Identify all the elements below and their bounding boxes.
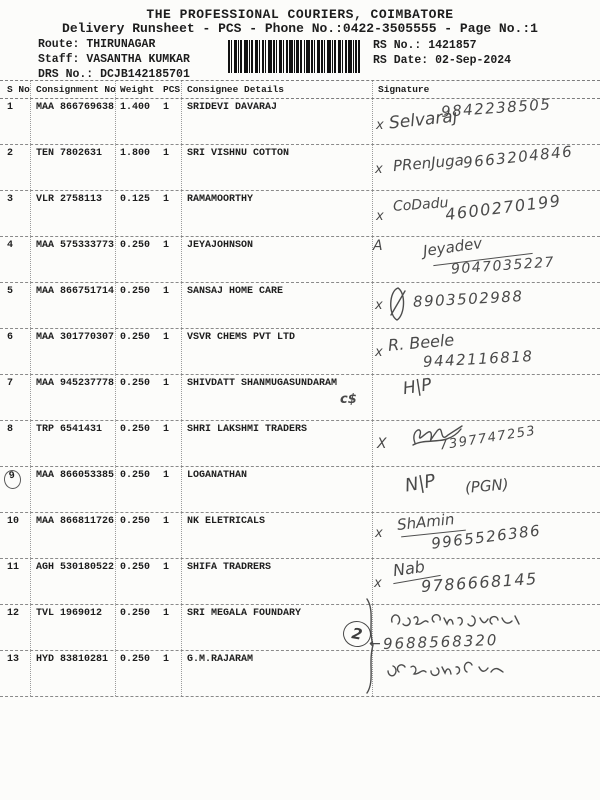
weight: 0.250 [115,329,154,374]
consignee: VSVR CHEMS PVT LTD [181,329,372,374]
barcode [228,40,361,78]
pen-note: c$ [340,392,357,407]
table-row [0,467,600,513]
sno: 8 [7,424,14,435]
signature-phone: 9786668145 [420,568,539,597]
weight: 0.250 [115,237,154,282]
rs-date-value: 02-Sep-2024 [435,54,512,67]
consignee: SRIDEVI DAVARAJ [181,99,372,144]
route-value: THIRUNAGAR [86,38,156,51]
signature-name: CoDadu [392,195,449,215]
signature-phone: 9965526386 [430,521,543,553]
a-mark: A [373,238,383,254]
sno: 11 [7,562,20,573]
table-row [0,142,600,191]
x-mark: x [375,298,383,313]
pcs: 1 [163,470,170,481]
signature-cell [372,651,600,696]
header-signature: Signature [372,81,600,98]
pcs: 1 [163,240,170,251]
signature-cell [372,283,600,328]
consignment-no: MAA 866751714 [30,283,115,328]
signature-name: N|P [403,470,437,497]
consignee: SRI MEGALA FOUNDARY [181,605,372,650]
weight: 1.800 [115,145,154,190]
tamil-handwriting-scrawl [383,659,507,679]
sno: 3 [7,194,14,205]
consignment-no: MAA 866053385 [30,467,115,512]
x-mark: x [375,162,383,177]
pcs: 1 [163,516,170,527]
consignee: SANSAJ HOME CARE [181,283,372,328]
table-row [0,191,600,237]
signature-phone: 4600270199 [444,190,563,225]
signature-cell [372,233,600,282]
pcs: 1 [163,562,170,573]
header-consignment: Consignment No [30,81,115,98]
rs-date-line: RS Date: 02-Sep-2024 [373,54,512,67]
pcs: 1 [163,424,170,435]
sno: 6 [7,332,14,343]
consignment-no: MAA 866769638 [30,99,115,144]
tamil-handwriting-scrawl [387,610,525,630]
table-row [0,329,600,375]
table-row [0,556,600,605]
consignee: G.M.RAJARAM [181,651,372,696]
pcs: 1 [163,102,170,113]
table-row [0,421,600,467]
x-mark: x [375,345,383,360]
circled-sno-mark: 9 [3,469,22,490]
consignee: LOGANATHAN [181,467,372,512]
weight: 0.250 [115,283,154,328]
consignment-no: MAA 866811726 [30,513,115,558]
signature-cell [372,421,600,466]
signature-name: Nab [391,556,427,581]
sno: 7 [7,378,14,389]
signature-cell [372,95,600,144]
signature-name: PRenJuga [392,150,465,176]
sno: 12 [7,608,20,619]
consignment-no: TVL 1969012 [30,605,115,650]
pcs: 1 [163,608,170,619]
x-mark: x [376,118,384,133]
weight: 1.400 [115,99,154,144]
x-mark: X [377,436,387,452]
sno: 13 [7,654,20,665]
pcs: 1 [163,332,170,343]
pcs: 1 [163,148,170,159]
consignee: SHIVDATT SHANMUGASUNDARAM c$ [181,375,372,420]
weight: 0.250 [115,559,154,604]
rs-no-value: 1421857 [428,39,477,52]
header-sno: S No [7,84,30,95]
route-line: Route: THIRUNAGAR [38,38,156,51]
header-weight: Weight [115,81,154,98]
table-row [0,605,600,654]
consignment-no: AGH 530180522 [30,559,115,604]
signature-loop-scribble [385,284,411,324]
rs-no-line: RS No.: 1421857 [373,39,477,52]
pcs: 1 [163,286,170,297]
signature-name: H|P [401,374,434,400]
weight: 0.250 [115,421,154,466]
header-pcs: PCS [163,84,181,95]
circled-count-mark: 2 [341,619,373,649]
consignment-no: MAA 301770307 [30,329,115,374]
pcs: 1 [163,378,170,389]
consignment-no: TEN 7802631 [30,145,115,190]
runsheet-subtitle: Delivery Runsheet - PCS - Phone No.:0422-3505555 - Page No.:1 [62,21,538,36]
signature-cell [372,556,600,604]
consignee: SRI VISHNU COTTON [181,145,372,190]
signature-phone: 8903502988 [412,287,524,311]
pcs: 1 [163,194,170,205]
signature-phone: 9663204846 [462,142,575,172]
signature-cell [372,329,600,374]
header-consignee: Consignee Details [181,81,372,98]
table-row [0,233,600,283]
table-row [0,510,600,559]
consignee: SHRI LAKSHMI TRADERS [181,421,372,466]
consignee: NK ELETRICALS [181,513,372,558]
signature-phone: 7397747253 [438,423,538,454]
signature-name: R. Beele [387,330,455,355]
x-mark: x [376,209,384,224]
weight: 0.250 [115,513,154,558]
weight: 0.250 [115,605,154,650]
drs-line: DRS No.: DCJB142185701 [38,68,190,81]
table-header-row [0,80,600,99]
consignment-no: TRP 6541431 [30,421,115,466]
pen-note: (PGN) [464,475,510,497]
signature-phone: 9688568320 [382,630,499,654]
weight: 0.250 [115,375,154,420]
sno: 1 [7,102,14,113]
sno: 10 [7,516,20,527]
signature-phone: 9842238505 [440,95,552,121]
consignee: RAMAMOORTHY [181,191,372,236]
table-row [0,283,600,329]
signature-cell [372,191,600,236]
weight: 0.125 [115,191,154,236]
signature-phone: 9442116818 [422,347,534,371]
runsheet-table [0,80,600,697]
signature-name: Jeyadev [421,233,484,261]
table-row [0,651,600,697]
company-title: THE PROFESSIONAL COURIERS, COIMBATORE [146,7,454,22]
consignment-no: HYD 83810281 [30,651,115,696]
consignment-no: MAA 575333773 [30,237,115,282]
signature-name: ShAmin [396,510,456,534]
left-arrow-mark: ← [369,636,381,652]
consignee: SHIFA TRADRERS [181,559,372,604]
staff-line: Staff: VASANTHA KUMKAR [38,53,190,66]
meta-right-block [373,38,511,68]
sno: 2 [7,148,14,159]
consignment-no: MAA 945237778 [30,375,115,420]
staff-value: VASANTHA KUMKAR [86,53,190,66]
signature-cell [372,142,600,190]
signature-cell [372,375,600,420]
signature-name: Selvaraj [388,106,459,134]
x-mark: x [374,576,382,591]
drs-value: DCJB142185701 [100,68,190,81]
sno [0,467,30,512]
meta-left-block [38,37,190,82]
signature-cell [372,510,600,558]
signature-cell [350,605,600,654]
sno: 5 [7,286,14,297]
weight: 0.250 [115,467,154,512]
table-row [0,375,600,421]
pcs: 1 [163,654,170,665]
sno: 4 [7,240,14,251]
table-row [0,95,600,145]
consignee: JEYAJOHNSON [181,237,372,282]
x-mark: x [375,526,383,541]
weight: 0.250 [115,651,154,696]
consignment-no: VLR 2758113 [30,191,115,236]
signature-phone: 9047035227 [450,254,556,278]
signature-cell [372,467,600,512]
